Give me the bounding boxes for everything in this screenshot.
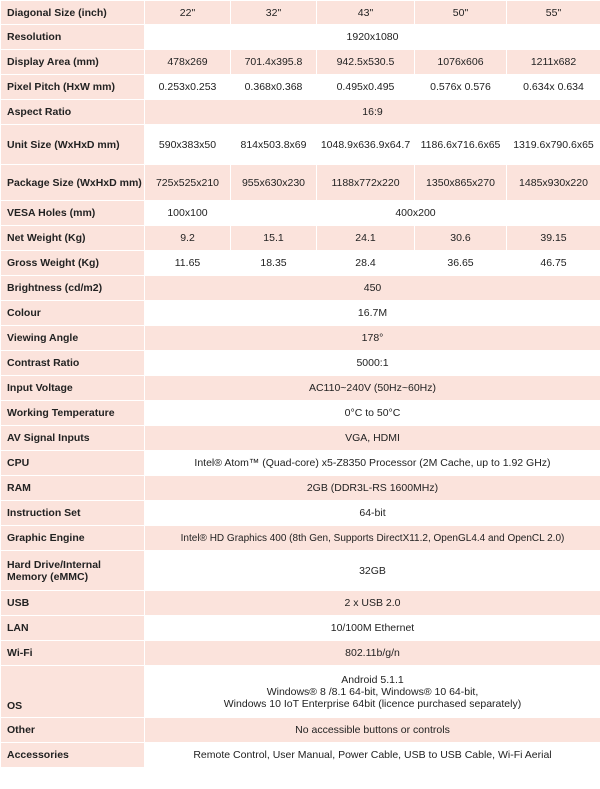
row-value: 590x383x50	[145, 125, 231, 165]
row-value: 400x200	[231, 201, 600, 226]
table-row	[1, 226, 600, 251]
table-row	[1, 251, 600, 276]
row-label: Diagonal Size (inch)	[1, 1, 145, 25]
table-row	[1, 50, 600, 75]
row-label: Accessories	[1, 743, 145, 768]
row-value: 1350x865x270	[415, 165, 507, 201]
column-header: 22"	[145, 1, 231, 25]
table-row	[1, 75, 600, 100]
row-label: AV Signal Inputs	[1, 426, 145, 451]
row-value: 1188x772x220	[317, 165, 415, 201]
row-value: Intel® Atom™ (Quad-core) x5-Z8350 Processor (2M Cache, up to 1.92 GHz)	[145, 451, 600, 476]
row-value: 11.65	[145, 251, 231, 276]
row-value: 450	[145, 276, 600, 301]
row-value: 478x269	[145, 50, 231, 75]
row-value: 814x503.8x69	[231, 125, 317, 165]
table-row	[1, 641, 600, 666]
table-row	[1, 476, 600, 501]
column-header: 32"	[231, 1, 317, 25]
row-value: 0.634x 0.634	[507, 75, 600, 100]
row-value: 2GB (DDR3L-RS 1600MHz)	[145, 476, 600, 501]
table-row	[1, 351, 600, 376]
row-value: VGA, HDMI	[145, 426, 600, 451]
row-label: Brightness (cd/m2)	[1, 276, 145, 301]
column-header: 43"	[317, 1, 415, 25]
table-row	[1, 501, 600, 526]
table-row	[1, 165, 600, 201]
table-row	[1, 666, 600, 718]
row-value: 15.1	[231, 226, 317, 251]
table-row	[1, 616, 600, 641]
row-label: Gross Weight (Kg)	[1, 251, 145, 276]
table-row	[1, 25, 600, 50]
table-row	[1, 426, 600, 451]
table-row	[1, 591, 600, 616]
row-label: VESA Holes (mm)	[1, 201, 145, 226]
table-row	[1, 125, 600, 165]
row-label: OS	[1, 666, 145, 718]
row-value: 0°C to 50°C	[145, 401, 600, 426]
row-value: 9.2	[145, 226, 231, 251]
row-value: 178°	[145, 326, 600, 351]
row-label: Contrast Ratio	[1, 351, 145, 376]
row-value: AC110~240V (50Hz~60Hz)	[145, 376, 600, 401]
row-value: 100x100	[145, 201, 231, 226]
row-label: Display Area (mm)	[1, 50, 145, 75]
row-label: USB	[1, 591, 145, 616]
table-row	[1, 718, 600, 743]
row-value: 10/100M Ethernet	[145, 616, 600, 641]
row-label: Instruction Set	[1, 501, 145, 526]
table-row	[1, 743, 600, 768]
row-value: 16:9	[145, 100, 600, 125]
table-row	[1, 401, 600, 426]
table-row	[1, 100, 600, 125]
os-line: Windows® 8 /8.1 64-bit, Windows® 10 64-bit,	[266, 685, 479, 698]
row-value: 802.11b/g/n	[145, 641, 600, 666]
row-label: Pixel Pitch (HxW mm)	[1, 75, 145, 100]
table-row	[1, 551, 600, 591]
row-label: Package Size (WxHxD mm)	[1, 165, 145, 201]
row-value: 1920x1080	[145, 25, 600, 50]
row-value: 30.6	[415, 226, 507, 251]
row-value: 0.576x 0.576	[415, 75, 507, 100]
row-value: 32GB	[145, 551, 600, 591]
table-row	[1, 201, 600, 226]
row-label: LAN	[1, 616, 145, 641]
row-value: 1485x930x220	[507, 165, 600, 201]
row-value: 64-bit	[145, 501, 600, 526]
row-label: Graphic Engine	[1, 526, 145, 551]
row-label: Hard Drive/Internal Memory (eMMC)	[1, 551, 145, 591]
row-value: 725x525x210	[145, 165, 231, 201]
row-value: No accessible buttons or controls	[145, 718, 600, 743]
row-value: 1048.9x636.9x64.7	[317, 125, 415, 165]
table-row	[1, 301, 600, 326]
row-value: 5000:1	[145, 351, 600, 376]
row-value: 28.4	[317, 251, 415, 276]
column-header: 50"	[415, 1, 507, 25]
row-value: 46.75	[507, 251, 600, 276]
row-value: 18.35	[231, 251, 317, 276]
row-value: 1186.6x716.6x65	[415, 125, 507, 165]
row-value: Remote Control, User Manual, Power Cable, USB to USB Cable, Wi-Fi Aerial	[145, 743, 600, 768]
row-value: 1319.6x790.6x65	[507, 125, 600, 165]
row-label: RAM	[1, 476, 145, 501]
column-header: 55"	[507, 1, 600, 25]
os-line: Android 5.1.1	[341, 673, 404, 686]
row-label: CPU	[1, 451, 145, 476]
row-value: 1211x682	[507, 50, 600, 75]
row-label: Input Voltage	[1, 376, 145, 401]
row-value: Intel® HD Graphics 400 (8th Gen, Supports DirectX11.2, OpenGL4.4 and OpenCL 2.0)	[145, 526, 600, 551]
table-row	[1, 276, 600, 301]
row-value: 39.15	[507, 226, 600, 251]
table-row	[1, 526, 600, 551]
row-value: 0.495x0.495	[317, 75, 415, 100]
row-value: 1076x606	[415, 50, 507, 75]
row-label: Unit Size (WxHxD mm)	[1, 125, 145, 165]
row-label: Wi-Fi	[1, 641, 145, 666]
table-row	[1, 451, 600, 476]
table-header-row	[1, 1, 600, 25]
table-row	[1, 376, 600, 401]
row-value: 24.1	[317, 226, 415, 251]
row-value: 2 x USB 2.0	[145, 591, 600, 616]
row-value: 942.5x530.5	[317, 50, 415, 75]
table-row	[1, 326, 600, 351]
row-label: Colour	[1, 301, 145, 326]
row-value: 701.4x395.8	[231, 50, 317, 75]
row-label: Viewing Angle	[1, 326, 145, 351]
row-value: 36.65	[415, 251, 507, 276]
row-label: Aspect Ratio	[1, 100, 145, 125]
row-value: 16.7M	[145, 301, 600, 326]
row-label: Net Weight (Kg)	[1, 226, 145, 251]
os-line: Windows 10 IoT Enterprise 64bit (licence purchased separately)	[223, 697, 522, 710]
row-value: 0.368x0.368	[231, 75, 317, 100]
row-value: 0.253x0.253	[145, 75, 231, 100]
row-value: 955x630x230	[231, 165, 317, 201]
row-label: Resolution	[1, 25, 145, 50]
row-label: Other	[1, 718, 145, 743]
row-label: Working Temperature	[1, 401, 145, 426]
row-value	[145, 666, 600, 718]
